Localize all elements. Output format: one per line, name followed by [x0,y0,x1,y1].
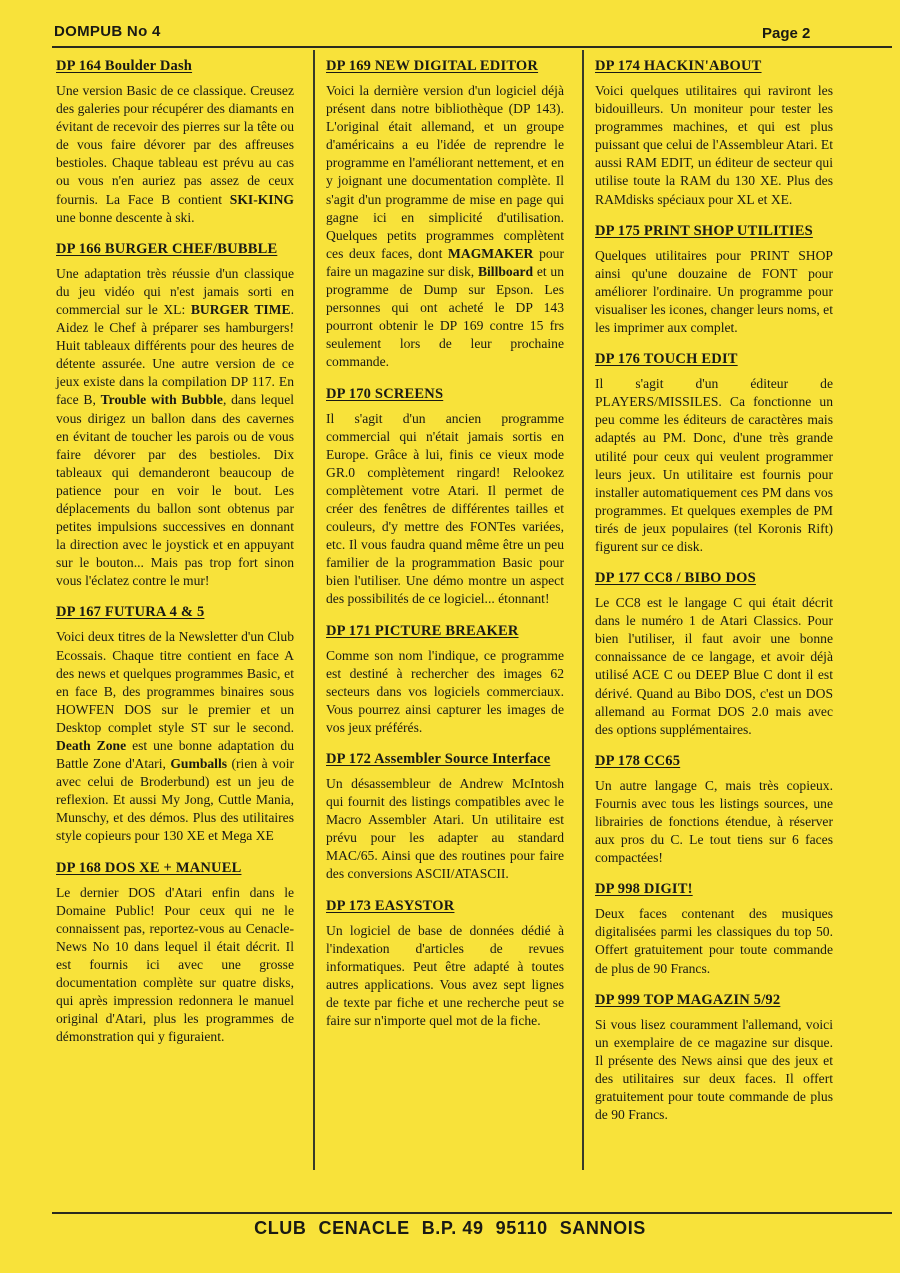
article-text: Deux faces contenant des musiques digitalisées parmi les classiques du top 50. Offert gratuitement pour toute commande de plus de 90 Francs. [595,906,833,976]
article-title: DP 172 Assembler Source Interface [326,751,551,767]
article-text: Voici la dernière version d'un logiciel déjà présent dans notre bibliothèque (DP 143). L'original était allemand, et un groupe d'américains a eu l'idée de reprendre le programme en l'améliorant nettement, et en y joignant une documentation complète. Il s'agit d'un programme de mise en page qui gagne ici en simplicité d'utilisation. Quelques petits programmes complètent ces deux faces, dont [326,83,564,261]
article-body [595,375,833,556]
article-text: Une adaptation très réussie d'un classique du jeu vidéo qui n'est jamais sorti en commercial sur le XL: [56,265,294,317]
article-text: . Aidez le Chef à préparer ses hamburgers! Huit tableaux différents pour des heures de détente assurée. Une autre version de ce jeux existe dans la compilation DP 117. En face B, [56,301,294,408]
program-name: MAGMAKER [448,245,534,261]
article-text: une bonne descente à ski. [56,209,195,225]
article-body [326,82,564,372]
article [595,570,833,739]
article-text: Il s'agit d'un éditeur de PLAYERS/MISSILES. Ca fonctionne un peu comme les éditeurs de caractères mais adaptés au PM. Donc, d'une très grande utilité pour ceux qui veulent programmer leurs jeux. Un utilitaire est fournis pour installer automatiquement ces PM dans vos programmes. Et quelques exemples de PM tirés de jeux populaires (tel Koronis Rift) figurent sur ce disk. [595,376,833,554]
program-name: SKI-KING [229,191,294,207]
article-text: Le CC8 est le langage C qui était décrit dans le numéro 1 de Atari Classics. Pour bien l'utiliser, il faut avoir une bonne connaissance de ce langage, et avoir déjà utilisé ACE C ou DEEP Blue C dont il est dérivé. Quand au Bibo DOS, c'est un DOS allemand au Format DOS 2.0 mais avec des options supplémentaires. [595,595,833,737]
article-title: DP 178 CC65 [595,752,681,769]
article [56,860,294,1047]
article [595,881,833,977]
article [595,753,833,867]
article-title: DP 164 Boulder Dash [56,58,193,74]
program-name: Billboard [477,263,534,279]
article-body [56,82,294,227]
article [56,58,294,227]
article-body [595,905,833,977]
article-title: DP 173 EASYSTOR [326,897,455,914]
article-body [595,247,833,337]
article-title: DP 168 DOS XE + MANUEL [56,859,242,876]
article-text: Voici deux titres de la Newsletter d'un Club Ecossais. Chaque titre contient en face A des news et quelques programmes Basic, et en face B, des programmes binaires sous HOWFEN DOS sur le premier et un Desktop complet style ST sur le second. [56,629,294,735]
article-text: est une bonne adaptation du Battle Zone d'Atari, [56,738,295,772]
footer-word: B.P. 49 [421,1218,484,1238]
header-rule [52,46,892,48]
article-text: , dans lequel vous dirigez un ballon dans des cavernes en évitant de toucher les parois ou de vous faire dévorer par des bestioles. Dix tableaux qui demanderont beaucoup de patience pour en voir le bout. Les déplacements du ballon sont obtenus par petites impulsions successives en donnant la direction avec le joystick et en appuyant sur le bouton... Mais pas trop fort sinon vous l'éclatez contre le mur! [56,392,295,589]
program-name: Death Zone [56,738,127,753]
article-title: DP 167 FUTURA 4 & 5 [56,604,205,621]
article-text: Un désassembleur de Andrew McIntosh qui fournit des listings compatibles avec le Macro Assembler Atari. Un utilitaire est prévu pour les adapter au standard MAC/65. Ainsi que des routines pour faire des conversions ASCII/ATASCII. [326,776,564,882]
article-body [56,265,294,591]
article-text: pour faire un magazine sur disk, [326,245,564,279]
column-2 [326,58,564,1044]
article-body [595,82,833,209]
article-title: DP 174 HACKIN'ABOUT [595,58,762,74]
newsletter-issue: DOMPUB No 4 [54,23,161,40]
footer-rule [52,1212,892,1214]
article-title: DP 175 PRINT SHOP UTILITIES [595,222,813,239]
article-title: DP 177 CC8 / BIBO DOS [595,570,756,587]
article-body [595,777,833,867]
footer-word: 95110 [495,1218,548,1238]
article [595,351,833,556]
article [326,386,564,609]
article [595,992,833,1125]
article-title: DP 166 BURGER CHEF/BUBBLE [56,240,278,257]
footer-word: CENACLE [318,1218,410,1238]
article-title: DP 999 TOP MAGAZIN 5/92 [595,991,781,1008]
article-title: DP 176 TOUCH EDIT [595,351,738,368]
article [326,623,564,737]
article-text: Quelques utilitaires pour PRINT SHOP ainsi qu'une douzaine de FONT pour améliorer l'ordinaire. Un programme pour visualiser les icones, changer leurs noms, et les imprimer aux complet. [595,247,833,336]
article-body [56,628,294,845]
article-text: Une version Basic de ce classique. Creusez des galeries pour récupérer des diamants en évitant de recevoir des pierres sur la tête ou de vous faire dévorer par des affreuses bestioles. Chaque tableau est prévu au cas ou vous n'en auriez pas assez de ceux fournis. La Face B contient [56,83,294,207]
article-title: DP 170 SCREENS [326,385,444,402]
article-text: Il s'agit d'un ancien programme commercial qui n'était jamais sortis en Europe. Grâce à lui, finis ce vieux mode GR.0 complètement ringard! Relookez complètement votre Atari. Il permet de créer des fenêtres de différentes tailles et couleurs, d'y mettre des FONTes variées, etc. Il vous faudra quand même être un peu familier de la programmation Basic pour bien l'utiliser. Une démo montre un aspect des possibilités de ce logiciel... étonnant! [326,410,564,607]
article-text: Voici quelques utilitaires qui raviront les bidouilleurs. Un moniteur pour tester les programmes machines, et qui est plus puissant que celui de l'Assembleur Atari. Et aussi RAM EDIT, un éditeur de secteur qui utilise toute la RAM du 130 XE. Plus des RAMdisks spéciaux pour XL et XE. [595,83,833,207]
article-text: et un programme de Dump sur Epson. Les personnes qui ont acheté le DP 143 pourront obtenir le DP 169 contre 15 frs seulement lors de leur prochaine commande. [326,263,564,370]
article [56,241,294,591]
article-text: Comme son nom l'indique, ce programme est destiné à rechercher des images 62 secteurs dans vos logiciels commerciaux. Vous pourrez ainsi capturer les images de vos jeux préférés. [326,647,564,735]
article [595,58,833,209]
article-body [595,1016,833,1125]
footer-word: SANNOIS [559,1218,646,1238]
article-body [595,594,833,739]
article [595,223,833,337]
article-title: DP 998 DIGIT! [595,881,693,898]
footer-word: CLUB [254,1218,307,1238]
article-body [56,884,294,1047]
article-body [326,410,564,609]
article [326,898,564,1031]
article-title: DP 169 NEW DIGITAL EDITOR [326,58,539,74]
program-name: BURGER TIME [190,301,291,317]
article [326,751,564,884]
club-address-footer [0,1218,900,1239]
article-title: DP 171 PICTURE BREAKER [326,622,519,639]
article-text: Le dernier DOS d'Atari enfin dans le Domaine Public! Pour ceux qui ne le connaissent pas, reportez-vous au Cenacle-News No 10 dans lequel il était décrit. Il est fournis ici avec une grosse documentation complète sur quatre disks, qui après impression redonnera le manuel original d'Atari, plus les programmes de démonstration qui y figuraient. [56,884,294,1045]
column-divider [313,50,315,1170]
article [326,58,564,372]
article-text: (rien à voir avec celui de Broderbund) est un jeu de reflexion. Et aussi My Jong, Cuttle Mania, Munschy, et des démos. Plus des utilitaires style copieurs pour 130 XE et Mega XE [56,756,294,844]
program-name: Gumballs [170,756,228,772]
article-body [326,922,564,1031]
article-text: Un autre langage C, mais très copieux. Fournis avec tous les listings sources, une librairies de fonctions étendue, à réserver aux pros du C. Le tout tiens sur 6 faces compactées! [595,777,833,866]
article [56,604,294,845]
program-name: Trouble with Bubble [100,392,223,408]
article-body [326,775,564,884]
article-text: Si vous lisez couramment l'allemand, voici un exemplaire de ce magazine sur disque. Il présente des News ainsi que des jeux et des utilitaires sur deux faces. Il offert gratuitement pour toute commande de plus de 90 Francs. [595,1016,833,1123]
column-divider [582,50,584,1170]
article-text: Un logiciel de base de données dédié à l'indexation d'articles de revues informatiques. Peut être adapté à toutes autres applications. Vous avez sept lignes de texte par fiche et une recherche peut se faire sur n'importe quel mot de la fiche. [326,922,564,1029]
page-number: Page 2 [762,25,811,42]
column-3 [595,58,833,1138]
column-1 [56,58,294,1060]
article-body [326,647,564,737]
